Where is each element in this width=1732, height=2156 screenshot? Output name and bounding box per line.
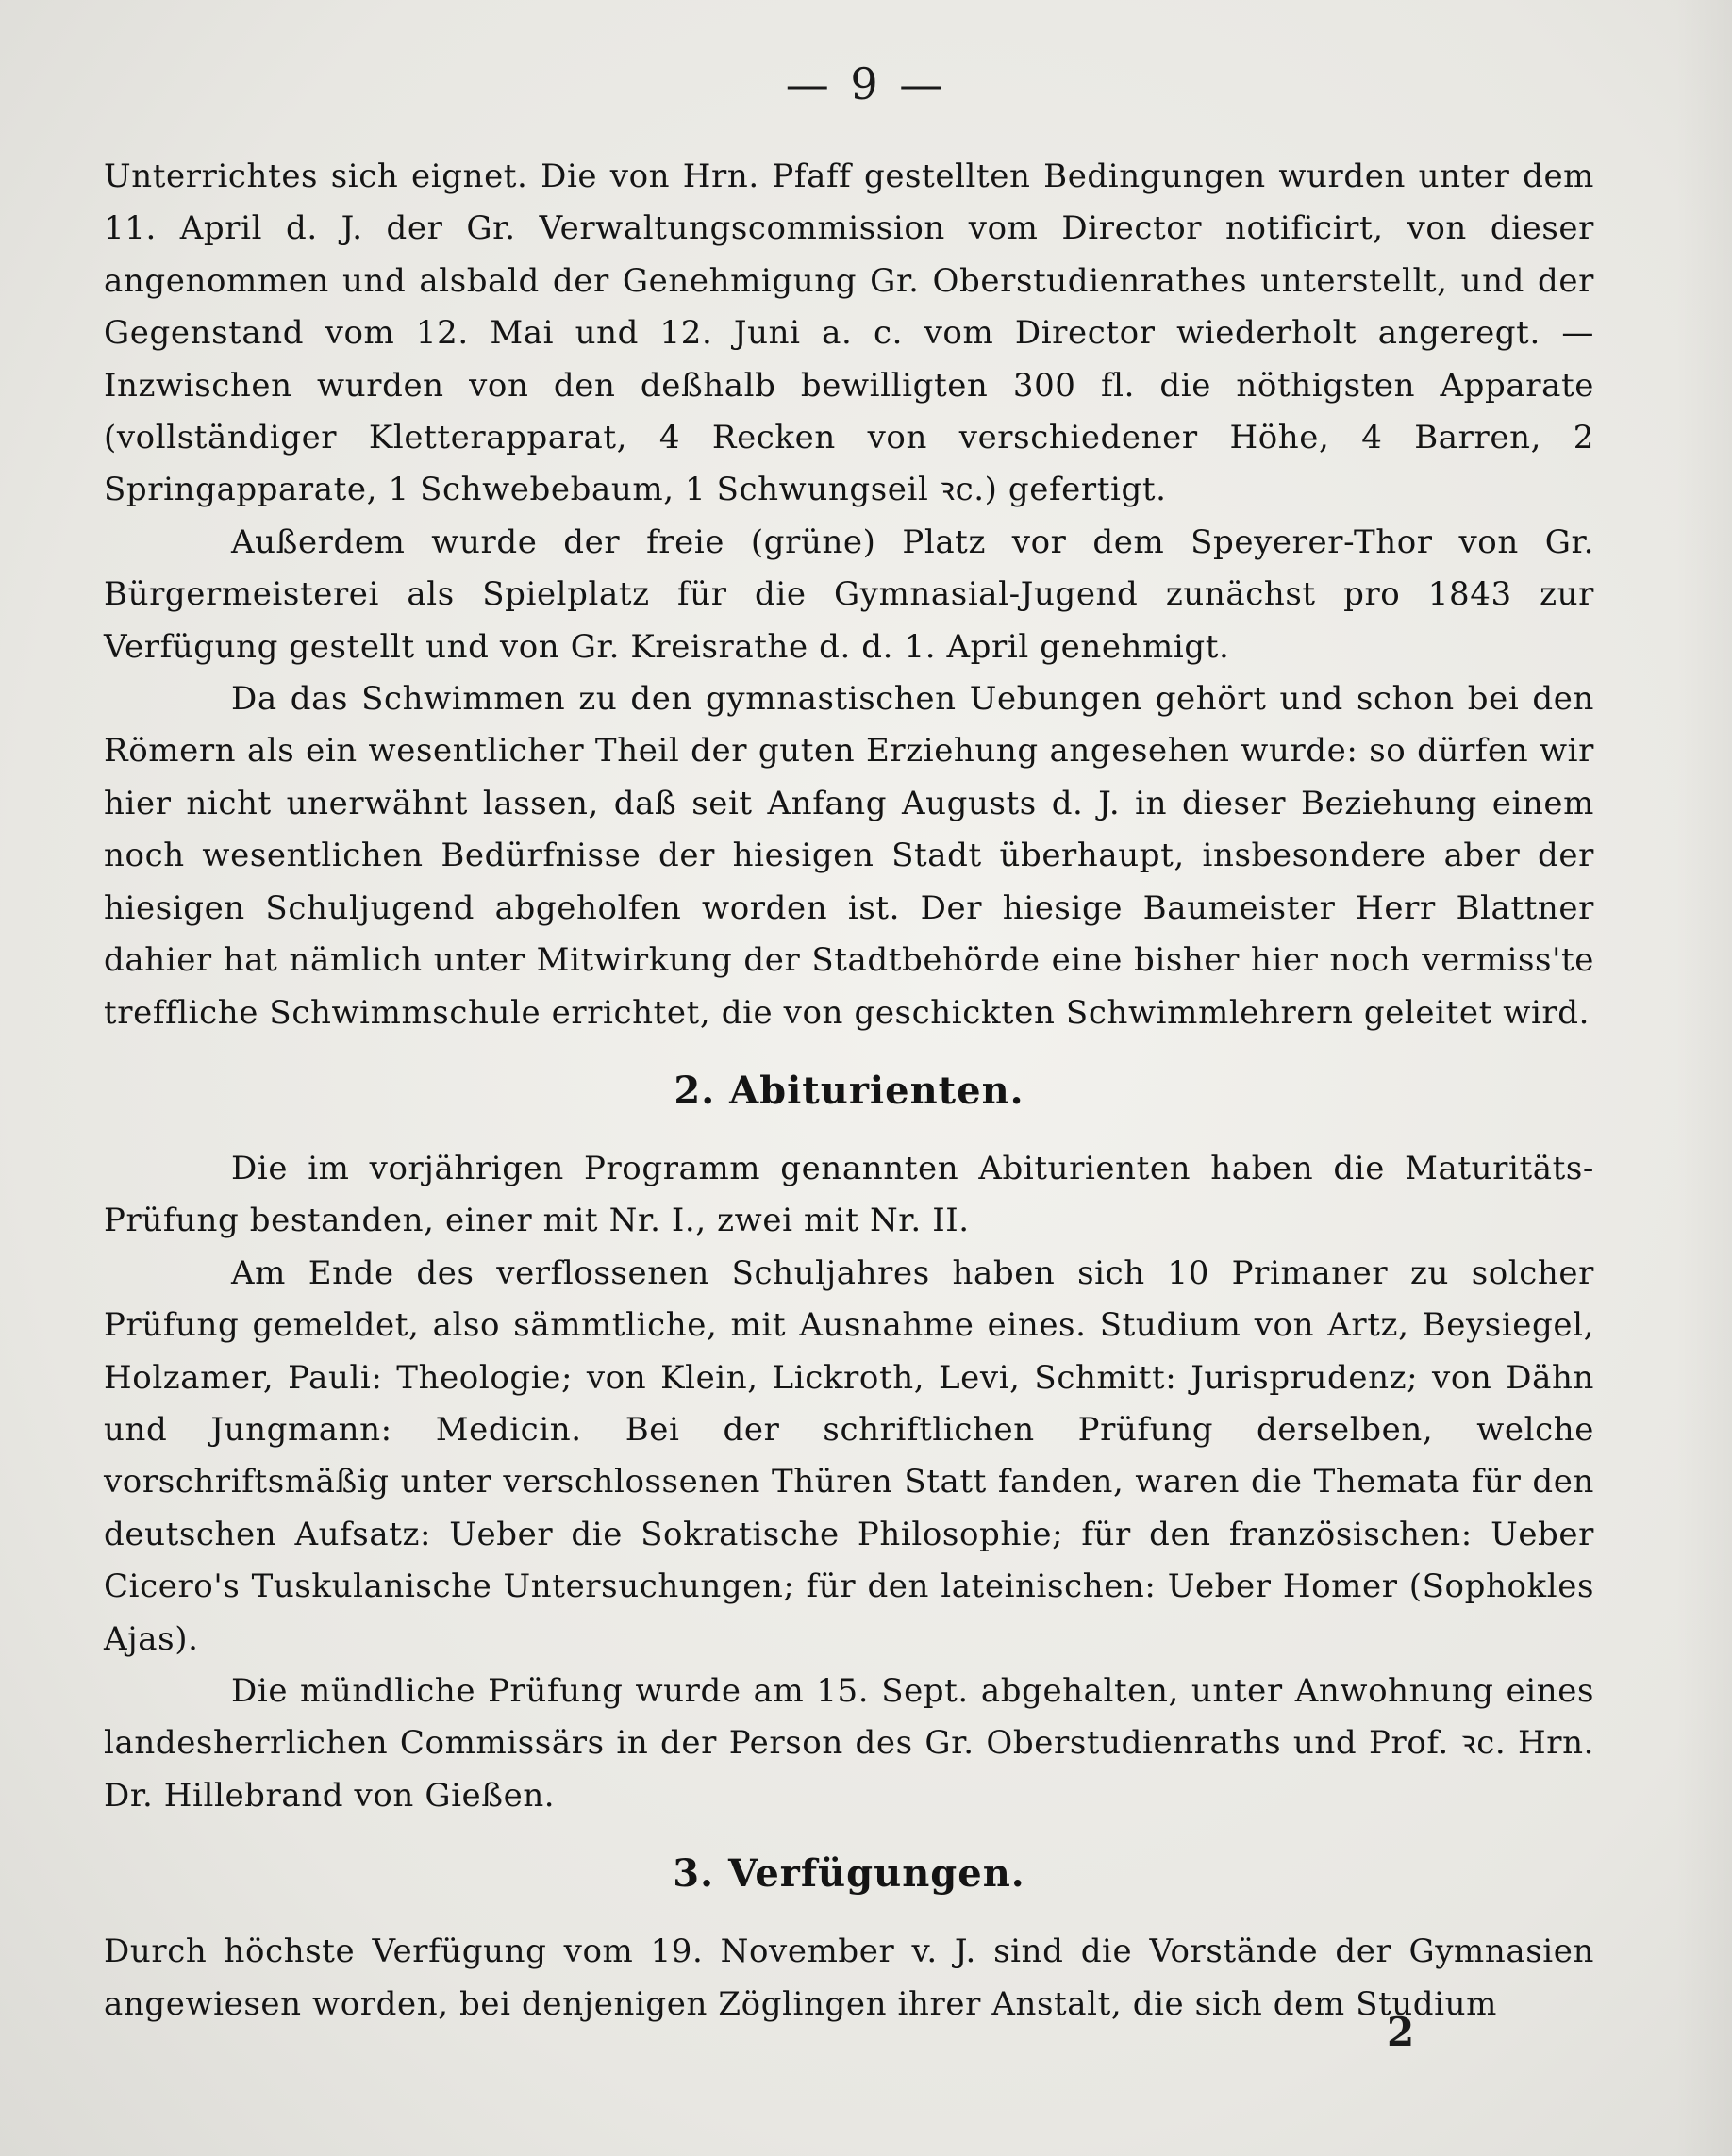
paragraph-swimming-school: Da das Schwimmen zu den gymnastischen Uebungen gehört und schon bei den Römern als ein wesentlicher Theil der guten Erziehung angesehen wurde: so dürfen wir hier nicht unerwähnt lassen, daß seit Anfang Augusts d. J. in dieser Beziehung einem noch wesentlichen Bedürfnisse der hiesigen Stadt überhaupt, insbesondere aber der hiesigen Schuljugend abgeholfen worden ist. Der hiesige Baumeister Herr Blattner dahier hat nämlich unter Mitwirkung der Stadtbehörde eine bisher hier noch vermiss'te treffliche Schwimmschule errichtet, die von geschickten Schwimmlehrern geleitet wird. [104, 680, 1594, 1032]
paragraph-decree: Durch höchste Verfügung vom 19. November v. J. sind die Vorstände der Gymnasien angewiesen worden, bei denjenigen Zöglingen ihrer Anstalt, die sich dem Studium [104, 1932, 1594, 2023]
signature-mark: 2 [1387, 2009, 1415, 2055]
paragraph-playground: Außerdem wurde der freie (grüne) Platz vor dem Speyerer-Thor von Gr. Bürgermeisterei als Spielplatz für die Gymnasial-Jugend zunächst pro 1843 zur Verfügung gestellt und von Gr. Kreisrathe d. d. 1. April genehmigt. [104, 522, 1594, 666]
page-body [104, 151, 1594, 2031]
paragraph-gymnastics-apparatus: Unterrichtes sich eignet. Die von Hrn. Pfaff gestellten Bedingungen wurden unter dem 11. April d. J. der Gr. Verwaltungscommission vom Director notificirt, von dieser angenommen und alsbald der Genehmigung Gr. Oberstudienrathes unterstellt, und der Gegenstand vom 12. Mai und 12. Juni a. c. vom Director wiederholt angeregt. — Inzwischen wurden von den deßhalb bewilligten 300 fl. die nöthigsten Apparate (vollständiger Kletterapparat, 4 Recken von verschiedener Höhe, 4 Barren, 2 Springapparate, 1 Schwebebaum, 1 Schwungseil ꝛc.) gefertigt. [104, 158, 1594, 509]
paragraph-oral-exam: Die mündliche Prüfung wurde am 15. Sept. abgehalten, unter Anwohnung eines landesherrlichen Commissärs in der Person des Gr. Oberstudienraths und Prof. ꝛc. Hrn. Dr. Hillebrand von Gießen. [104, 1671, 1594, 1815]
page-number: — 9 — [785, 58, 947, 109]
paragraph-previous-graduates: Die im vorjährigen Programm genannten Abiturienten haben die Maturitäts-Prüfung bestanden, einer mit Nr. I., zwei mit Nr. II. [104, 1149, 1594, 1240]
section-heading-verfuegungen: 3. Verfügungen. [673, 1851, 1025, 1897]
page-edge-shadow [1675, 0, 1732, 2156]
section-heading-abiturienten: 2. Abiturienten. [674, 1068, 1024, 1113]
paragraph-exam-candidates: Am Ende des verflossenen Schuljahres haben sich 10 Primaner zu solcher Prüfung gemeldet, also sämmtliche, mit Ausnahme eines. Studium von Artz, Beysiegel, Holzamer, Pauli: Theologie; von Klein, Lickroth, Levi, Schmitt: Jurisprudenz; von Dähn und Jungmann: Medicin. Bei der schriftlichen Prüfung derselben, welche vorschriftsmäßig unter verschlossenen Thüren Statt fanden, waren die Themata für den deutschen Aufsatz: Ueber die Sokratische Philosophie; für den französischen: Ueber Cicero's Tuskulanische Untersuchungen; für den lateinischen: Ueber Homer (Sophokles Ajas). [104, 1253, 1594, 1658]
